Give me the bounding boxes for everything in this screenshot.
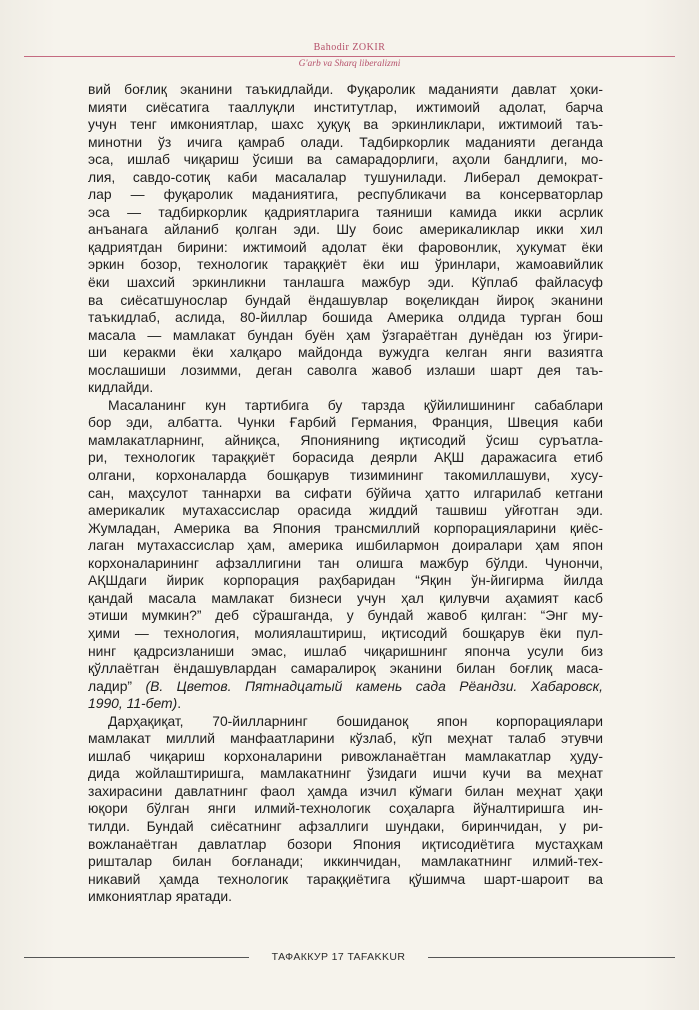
text-line-content: лаган мутахассислар ҳам, америка ишбилармон доиралари ҳам япон: [88, 537, 603, 554]
text-line: [88, 134, 603, 152]
text-line-content: эса — тадбиркорлик қадриятларига таяниши камида икки асрлик: [88, 203, 603, 220]
text-line-content: мамлакат миллий манфаатларини кўзлаб, кўп меҳнат талаб этувчи: [88, 730, 603, 747]
text-line-content: Масаланинг кун тартибига бу тарзда қўйилишининг сабаблари: [108, 396, 603, 413]
text-line-content: анъанага айланиб қолган эди. Шу боис америкаликлар икки хил: [88, 221, 603, 238]
text-line-content: эса, ишлаб чиқариш ўсиши ва самарадорлиги, аҳоли бандлиги, мо-: [88, 151, 603, 168]
text-line-content: ладир”: [88, 677, 133, 694]
text-line-content: корхоналарининг афзаллигини тан олишга мажбур бўлди. Чунончи,: [88, 554, 603, 571]
text-line: [88, 81, 603, 99]
text-line: [88, 502, 603, 520]
text-line: [88, 537, 603, 555]
text-line-content: сан, маҳсулот таннархи ва сифати бўйича ҳатто илгарилаб кетгани: [88, 484, 603, 501]
text-line: [88, 748, 603, 766]
text-line-content: эркин бозор, технологик тараққиёт ёки иш ўринлари, жамоавийлик: [88, 256, 603, 273]
text-line-content: никавий ҳамда технологик тараққиётига қўшимча шарт-шароит ва: [88, 870, 603, 887]
text-line: [88, 871, 603, 889]
text-line: [88, 590, 603, 608]
article-body: [88, 81, 603, 906]
text-line: [88, 643, 603, 661]
header-author: Bahodir ZOKIR: [313, 42, 386, 53]
text-line: [88, 660, 603, 678]
text-line-content: лия, савдо-сотиқ каби масалалар тушунилади. Либерал демократ-: [88, 168, 603, 185]
text-line-content: масала — мамлакат бундан буён ҳам ўзгараётган дунёдан юз ўгири-: [88, 326, 603, 343]
text-line: [88, 607, 603, 625]
text-line-content: америкалик мутахассислар орасида жиддий ташвиш уйғотган эди.: [88, 502, 603, 519]
text-line-content: юқори бўлган янги илмий-технологик соҳаларга йўналтиришга ин-: [88, 800, 603, 817]
trailing-punct: .: [177, 695, 182, 712]
text-line: [88, 765, 603, 783]
footer-page-label: ТАФАККУР 17 TAFAKKUR: [271, 951, 406, 963]
text-line: [88, 432, 603, 450]
header-rule: [24, 56, 675, 57]
text-line: [88, 116, 603, 134]
text-line-content: АҚШдаги йирик корпорация раҳбаридан “Яқин ўн-йигирма йилда: [88, 572, 603, 589]
text-line-content: тилди. Бундай сиёсатнинг афзаллиги шундаки, биринчидан, у ри-: [88, 817, 603, 834]
footer-rule-right: [428, 957, 675, 958]
text-line-content: лар — фуқаролик маданиятига, республикачи ва консерваторлар: [88, 186, 603, 203]
text-line: [88, 888, 603, 906]
text-line: [88, 449, 603, 467]
text-line-content: ва сиёсатшунослар бундай ёндашувлар воқеликдан йироқ эканини: [88, 291, 603, 308]
text-line: [88, 186, 603, 204]
text-line-content: таъкидлаб, аслида, 80-йиллар бошида Америка олдида турган бош: [88, 309, 603, 326]
text-line-content: ри, технологик тараққиёт борасида деярли АҚШ даражасига етиб: [88, 449, 603, 466]
text-line-content: ришталар билан боғланади; иккинчидан, мамлакатнинг илмий-тех-: [88, 853, 603, 870]
text-line-content: мамлакатларнинг, айниқса, Японияниng иқтисодий ўсиш суръатла-: [88, 431, 603, 448]
text-line: [88, 467, 603, 485]
header-subtitle: G'arb va Sharq liberalizmi: [298, 59, 401, 69]
text-line-content: Дарҳақиқат, 70-йилларнинг бошиданоқ япон корпорациялари: [108, 712, 603, 729]
text-line-content: вий боғлиқ эканини таъкидлайди. Фуқаролик маданияти давлат ҳоки-: [88, 81, 603, 97]
text-line: [88, 836, 603, 854]
citation-text: (В. Цветов. Пятнадцатый камень сада Рёандзи. Хабаровск,: [145, 677, 603, 694]
text-line-content: мияти сиёсатига тааллуқли институтлар, ижтимоий адолат, барча: [88, 98, 603, 115]
text-line: [88, 625, 603, 643]
text-line-content: нинг қадрсизланиши эмас, ишлаб чиқаришнинг японча усули биз: [88, 642, 603, 659]
text-line-content: ёки шахсий эркинликни танлашга мажбур эди. Кўплаб файласуф: [88, 274, 603, 291]
text-line: [88, 239, 603, 257]
text-line: [88, 292, 603, 310]
text-line-content: олгани, корхоналарда бошқарув тизимининг такомиллашуви, хусу-: [88, 467, 603, 484]
text-line: [88, 204, 603, 222]
text-line: [88, 344, 603, 362]
page-footer: [0, 950, 699, 964]
text-line: [88, 818, 603, 836]
text-line-content: қандай масала мамлакат бизнеси учун ҳал қилувчи аҳамият касб: [88, 589, 603, 606]
text-line-content: ишлаб чиқариш корхоналарини ривожланаётган мамлакатлар ҳуду-: [88, 747, 603, 764]
text-line-content: этиши мумкин?” деб сўрашганда, у бундай жавоб қилган: “Энг му-: [88, 607, 603, 624]
text-line: [88, 169, 603, 187]
text-line-content: захирасини давлатнинг фаол ҳамда изчил кўмаги билан меҳнат ҳақи: [88, 782, 603, 799]
text-line-content: вожланаётган давлатлар бозори Япония иқтисодиётига мустаҳкам: [88, 835, 603, 852]
text-line: [88, 713, 603, 731]
text-line: [88, 414, 603, 432]
text-line-content: имкониятлар яратади.: [88, 888, 233, 905]
text-line: [88, 379, 603, 397]
text-line: [88, 783, 603, 801]
footer-rule-left: [24, 957, 249, 958]
text-line: [88, 853, 603, 871]
text-line: [88, 309, 603, 327]
text-line-content: ши керакми ёки халқаро майдонда вужудга келган янги вазиятга: [88, 344, 603, 361]
citation-text: 1990, 11-бет): [88, 695, 178, 712]
text-line: [88, 520, 603, 538]
text-line: [88, 730, 603, 748]
text-line: [88, 327, 603, 345]
text-line: [88, 221, 603, 239]
text-line: [88, 555, 603, 573]
text-line: [88, 151, 603, 169]
text-line-content: минотни ўз ичига қамраб олади. Тадбиркорлик маданияти деганда: [88, 133, 603, 150]
text-line-content: қўллаётган ёндашувлардан самаралироқ эканини билан боғлиқ маса-: [88, 660, 603, 677]
text-line: [88, 800, 603, 818]
text-line: [88, 256, 603, 274]
text-line: [88, 678, 603, 696]
text-line-content: Жумладан, Америка ва Япония трансмиллий корпорацияларини қиёс-: [88, 519, 603, 536]
text-line-content: кидлайди.: [88, 379, 154, 396]
text-line: [88, 572, 603, 590]
text-line: [88, 274, 603, 292]
text-line: [88, 397, 603, 415]
text-line-content: бор эди, албатта. Чунки Ғарбий Германия, Франция, Швеция каби: [88, 414, 603, 431]
text-line-content: қадриятдан бирини: ижтимоий адолат ёки фаровонлик, ҳукумат ёки: [88, 238, 603, 255]
running-header: [0, 42, 699, 70]
text-line: [88, 485, 603, 503]
text-line: [88, 362, 603, 380]
text-line: [88, 99, 603, 117]
text-line-content: ҳими — технология, молиялаштириш, иқтисодий бошқарув ёки пул-: [88, 624, 603, 641]
text-line-content: дида жойлаштиришга, мамлакатнинг ўзидаги ишчи кучи ва меҳнат: [88, 765, 603, 782]
text-line-content: мослашиши лозимми, деган саволга жавоб излаши шарт дея таъ-: [88, 361, 603, 378]
text-line: [88, 695, 603, 713]
text-line-content: учун тенг имкониятлар, шахс ҳуқуқ ва эркинликлари, ижтимоий таъ-: [88, 116, 603, 133]
